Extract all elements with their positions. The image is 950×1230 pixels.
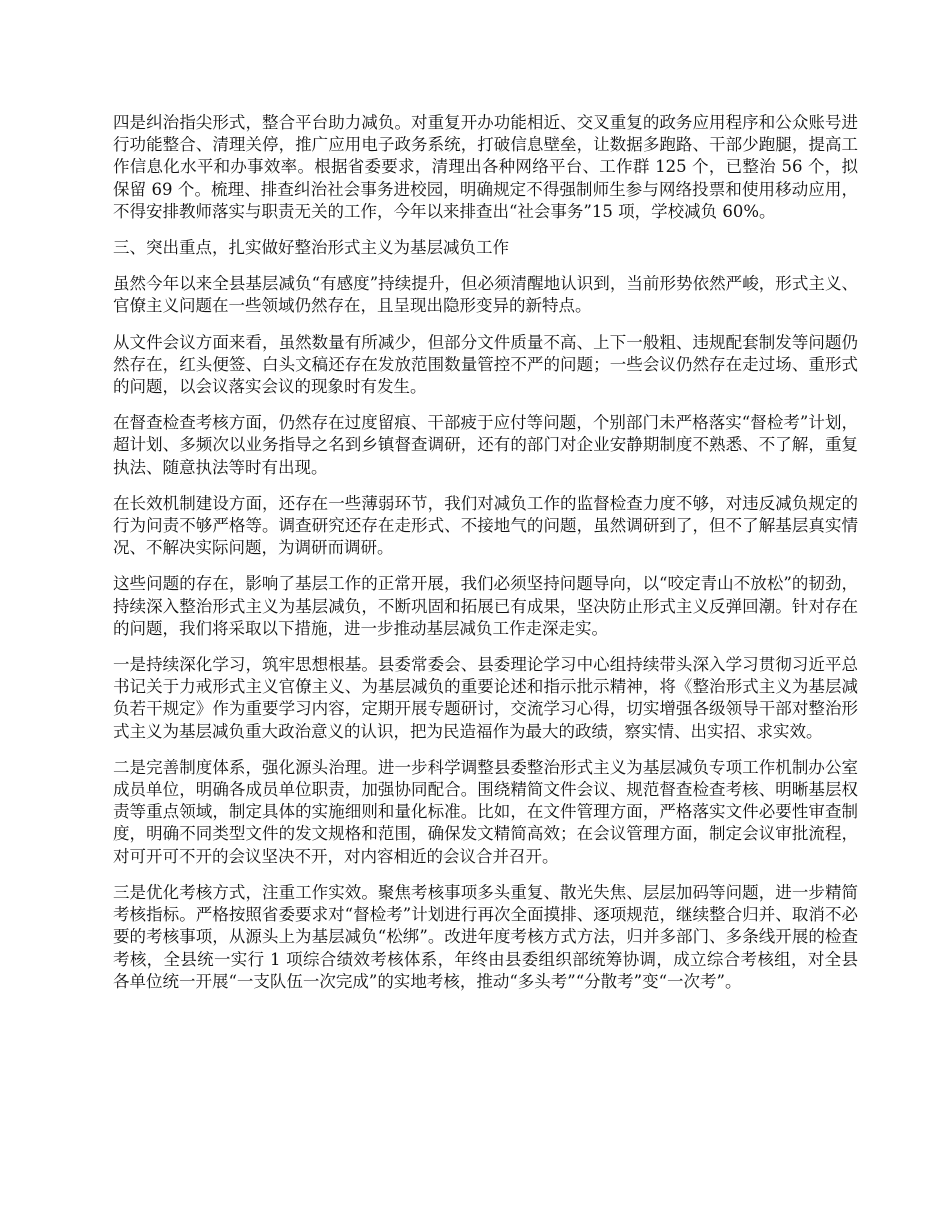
paragraph-long-term-mechanism: 在长效机制建设方面，还存在一些薄弱环节，我们对减负工作的监督检查力度不够，对违反减负规定的行为问责不够严格等。调查研究还存在走形式、不接地气的问题，虽然调研到了，但不了解基层真实情况、不解决实际问题，为调研而调研。 (113, 493, 858, 558)
section-heading-three: 三、突出重点，扎实做好整治形式主义为基层减负工作 (113, 238, 509, 258)
paragraph-inspection-assessment: 在督查检查考核方面，仍然存在过度留痕、干部疲于应付等问题，个别部门未严格落实“督检考”计划，超计划、多频次以业务指导之名到乡镇督查调研，还有的部门对企业安静期制度不熟悉、不了解，重复执法、随意执法等时有出现。 (113, 413, 858, 477)
document-page (113, 112, 858, 1007)
paragraph-current-situation: 虽然今年以来全县基层减负“有感度”持续提升，但必须清醒地认识到，当前形势依然严峻，形式主义、官僚主义问题在一些领域仍然存在，且呈现出隐形变异的新特点。 (113, 274, 858, 316)
paragraph-measure-three: 三是优化考核方式，注重工作实效。聚焦考核事项多头重复、散光失焦、层层加码等问题，进一步精简考核指标。严格按照省委要求对“督检考”计划进行再次全面摸排、逐项规范，继续整合归并、取消不必要的考核事项，从源头上为基层减负“松绑”。改进年度考核方式方法，归并多部门、多条线开展的检查考核，全县统一实行 1 项综合绩效考核体系，年终由县委组织部统筹协调，成立综合考核组，对全县各单位统一开展“一支队伍一次完成”的实地考核，推动“多头考”“分散考”变“一次考”。 (113, 882, 858, 991)
paragraph-measure-one: 一是持续深化学习，筑牢思想根基。县委常委会、县委理论学习中心组持续带头深入学习贯彻习近平总书记关于力戒形式主义官僚主义、为基层减负的重要论述和指示批示精神，将《整治形式主义为基层减负若干规定》作为重要学习内容，定期开展专题研讨，交流学习心得，切实增强各级领导干部对整治形式主义为基层减负重大政治意义的认识，把为民造福作为最大的政绩，察实情、出实招、求实效。 (113, 655, 858, 741)
paragraph-measure-two: 二是完善制度体系，强化源头治理。进一步科学调整县委整治形式主义为基层减负专项工作机制办公室成员单位，明确各成员单位职责，加强协同配合。围绕精简文件会议、规范督查检查考核、明晰基层权责等重点领域，制定具体的实施细则和量化标准。比如，在文件管理方面，严格落实文件必要性审查制度，明确不同类型文件的发文规格和范围，确保发文精简高效；在会议管理方面，制定会议审批流程，对可开可不开的会议坚决不开，对内容相近的会议合并召开。 (113, 757, 858, 866)
paragraph-point-four: 四是纠治指尖形式，整合平台助力减负。对重复开办功能相近、交叉重复的政务应用程序和公众账号进行功能整合、清理关停，推广应用电子政务系统，打破信息壁垒，让数据多跑路、干部少跑腿，提高工作信息化水平和办事效率。根据省委要求，清理出各种网络平台、工作群 125 个，已整治 56 个，拟保留 69 个。梳理、排查纠治社会事务进校园，明确规定不得强制师生参与网络投票和使用移动应用，不得安排教师落实与职责无关的工作，今年以来排查出“社会事务”15 项，学校减负 60%。 (113, 113, 858, 221)
paragraph-documents-meetings: 从文件会议方面来看，虽然数量有所减少，但部分文件质量不高、上下一般粗、违规配套制发等问题仍然存在，红头便签、白头文稿还存在发放范围数量管控不严的问题；一些会议仍然存在走过场、重形式的问题，以会议落实会议的现象时有发生。 (113, 332, 858, 397)
paragraph-problem-orientation: 这些问题的存在，影响了基层工作的正常开展，我们必须坚持问题导向，以“咬定青山不放松”的韧劲，持续深入整治形式主义为基层减负，不断巩固和拓展已有成果，坚决防止形式主义反弹回潮。针对存在的问题，我们将采取以下措施，进一步推动基层减负工作走深走实。 (113, 574, 858, 638)
